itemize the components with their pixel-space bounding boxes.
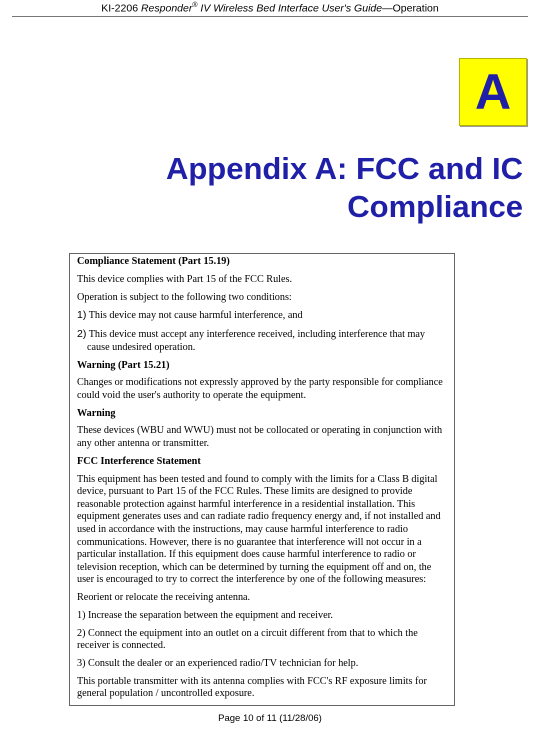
appendix-badge — [459, 58, 527, 126]
rf-exposure-text: This portable transmitter with its antenna complies with FCC's RF exposure limits for general population / uncontrolled exposure. — [77, 675, 427, 700]
conditions-intro: Operation is subject to the following two conditions: — [77, 291, 292, 303]
warning-1-heading: Warning (Part 15.21) — [77, 359, 170, 371]
warning-1-text: Changes or modifications not expressly approved by the party responsible for compliance could void the user's authority to operate the equipment. — [77, 377, 443, 401]
fcc-heading: FCC Interference Statement — [77, 455, 201, 467]
section-name: —Operation — [382, 2, 439, 15]
product-suffix: IV Wireless Bed Interface User's Guide — [197, 2, 383, 15]
compliance-intro: This device complies with Part 15 of the FCC Rules. — [77, 273, 293, 285]
fcc-text: This equipment has been tested and found to comply with the limits for a Class B digital device, pursuant to Part 15 of the FCC Rules. These limits are designed to provide reasonable protection against harmful interference in a residential installation. This equipment generates uses and can radiate radio frequency energy and, if not installed and used in accordance with the instructions, may cause harmful interference to radio communications. However, there is no guarantee that interference will not occur in a particular installation. If this equipment does cause harmful interference to radio or television reception, which can be determined by turning the equipment off and on, the user is encouraged to try to correct the interference by one of the following measures: — [77, 473, 441, 586]
registered-mark: ® — [192, 2, 198, 9]
product-name: Responder — [140, 2, 193, 15]
measure-1: 1) Increase the separation between the equipment and receiver. — [77, 609, 333, 621]
warning-2-heading: Warning — [77, 407, 116, 419]
condition-1-text: This device may not cause harmful interference, and — [86, 310, 303, 322]
measure-2: 2) Connect the equipment into an outlet on a circuit different from that to which the receiver is connected. — [77, 627, 418, 652]
page-header — [0, 2, 540, 15]
compliance-content — [77, 256, 449, 706]
page-footer: Page 10 of 11 (11/28/06) — [218, 713, 322, 724]
header-divider — [12, 16, 528, 17]
measure-reorient: Reorient or relocate the receiving antenna. — [77, 592, 251, 604]
condition-1 — [77, 309, 449, 323]
condition-2-text: This device must accept any interference received, including interference that may cause undesired operation. — [86, 329, 426, 353]
title-line-1: Appendix A: FCC and IC — [165, 151, 523, 186]
page-title — [83, 150, 523, 226]
appendix-letter: A — [474, 64, 512, 120]
compliance-heading: Compliance Statement (Part 15.19) — [77, 256, 230, 267]
warning-2-text: These devices (WBU and WWU) must not be collocated or operating in conjunction with any other antenna or transmitter. — [77, 425, 443, 450]
title-line-2: Compliance — [347, 189, 523, 224]
condition-2-number: 2) — [77, 328, 87, 341]
condition-2 — [77, 328, 449, 354]
doc-id: KI-2206 — [101, 2, 141, 15]
condition-1-number: 1) — [77, 309, 87, 322]
measure-3: 3) Consult the dealer or an experienced radio/TV technician for help. — [77, 658, 359, 670]
